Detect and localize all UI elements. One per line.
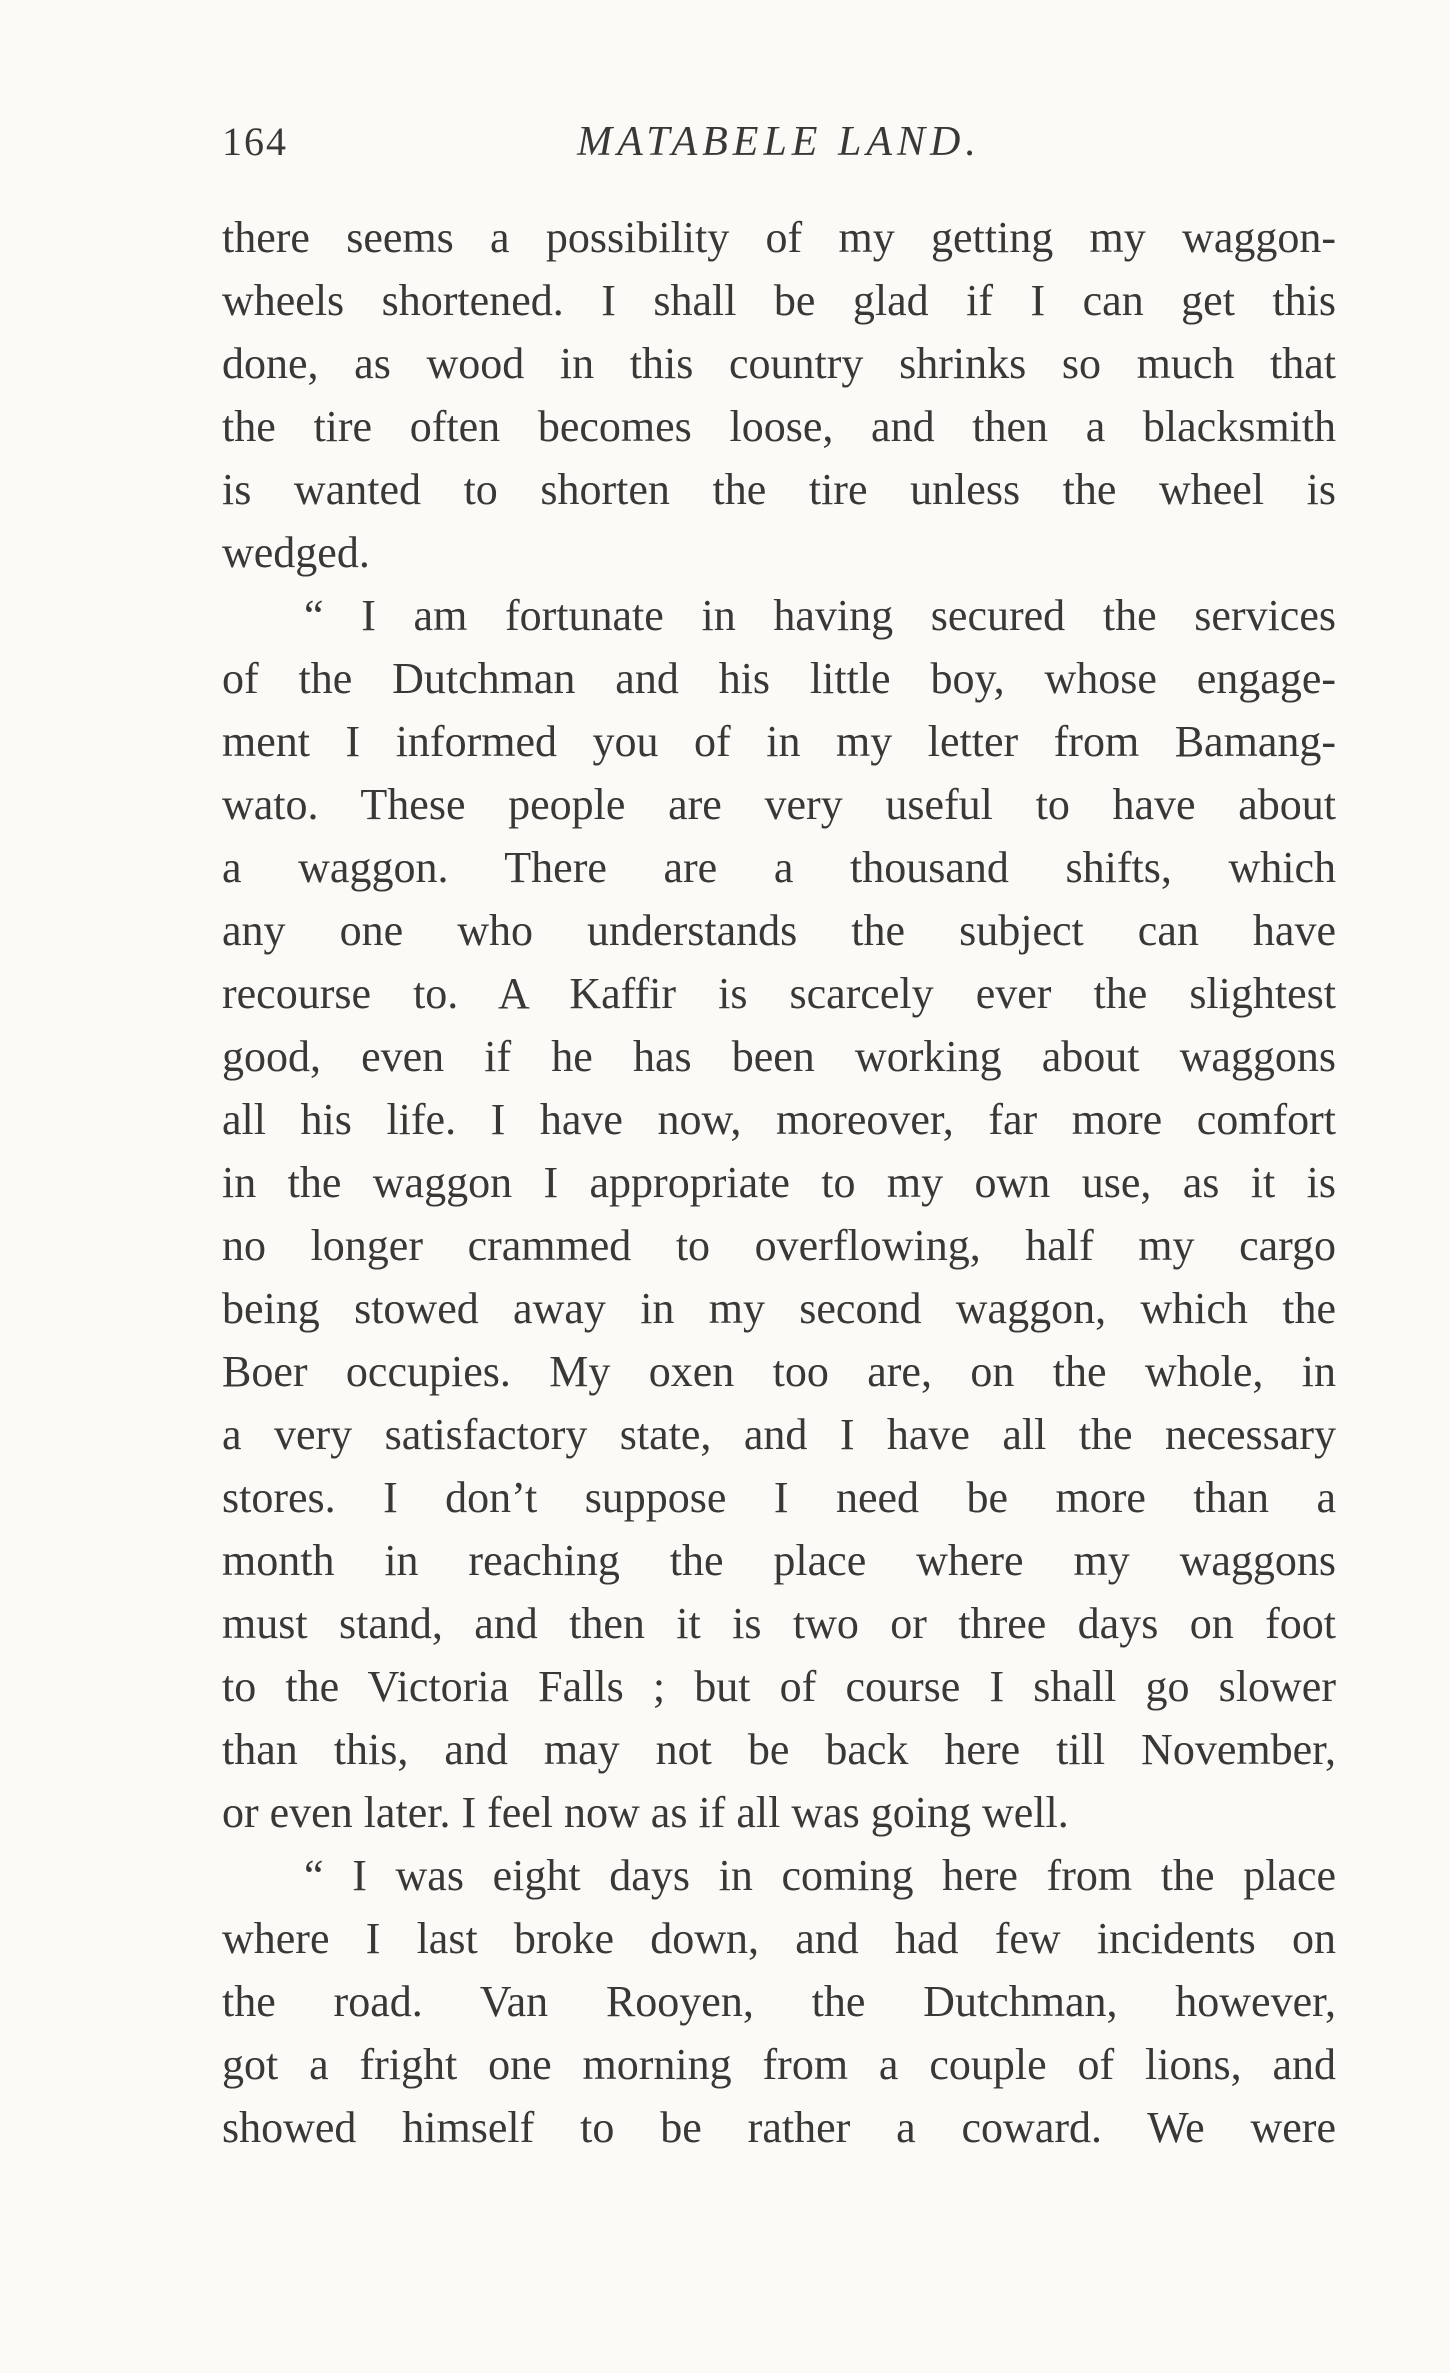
text-line: in the waggon I appropriate to my own use, as it is (222, 1158, 1336, 1207)
running-head: MATABELE LAND. (577, 119, 981, 165)
text-line: where I last broke down, and had few incidents on (222, 1914, 1336, 1963)
text-line: done, as wood in this country shrinks so much that (222, 339, 1336, 388)
text-line: wedged. (222, 528, 370, 577)
text-line: Boer occupies. My oxen too are, on the whole, in (222, 1347, 1336, 1396)
text-line: must stand, and then it is two or three days on foot (222, 1599, 1336, 1648)
text-line: got a fright one morning from a couple of lions, and (222, 2040, 1336, 2089)
text-line: wheels shortened. I shall be glad if I can get this (222, 276, 1336, 325)
text-line: good, even if he has been working about waggons (222, 1032, 1336, 1081)
page-number: 164 (222, 119, 288, 164)
text-line: there seems a possibility of my getting my waggon- (222, 213, 1336, 262)
text-line: to the Victoria Falls ; but of course I shall go slower (222, 1662, 1336, 1711)
body-text (222, 206, 1336, 2159)
text-line: the tire often becomes loose, and then a blacksmith (222, 402, 1336, 451)
text-line: of the Dutchman and his little boy, whose engage- (222, 654, 1336, 703)
text-line: the road. Van Rooyen, the Dutchman, however, (222, 1977, 1336, 2026)
text-line: than this, and may not be back here till November, (222, 1725, 1336, 1774)
text-line: ment I informed you of in my letter from Bamang- (222, 717, 1336, 766)
text-line: wato. These people are very useful to have about (222, 780, 1336, 829)
text-line: or even later. I feel now as if all was going well. (222, 1788, 1069, 1837)
text-line: a waggon. There are a thousand shifts, which (222, 843, 1336, 892)
text-line: stores. I don’t suppose I need be more than a (222, 1473, 1336, 1522)
text-line: a very satisfactory state, and I have all the necessary (222, 1410, 1336, 1459)
text-line: is wanted to shorten the tire unless the wheel is (222, 465, 1336, 514)
text-line: month in reaching the place where my waggons (222, 1536, 1336, 1585)
text-line: any one who understands the subject can have (222, 906, 1336, 955)
text-line: showed himself to be rather a coward. We were (222, 2103, 1336, 2152)
text-line: no longer crammed to overflowing, half my cargo (222, 1221, 1336, 1270)
text-line: “ I was eight days in coming here from the place (304, 1851, 1336, 1900)
text-line: recourse to. A Kaffir is scarcely ever the slightest (222, 969, 1336, 1018)
text-line: being stowed away in my second waggon, which the (222, 1284, 1336, 1333)
text-line: all his life. I have now, moreover, far more comfort (222, 1095, 1336, 1144)
text-line: “ I am fortunate in having secured the services (304, 591, 1336, 640)
page-header (222, 118, 1336, 178)
